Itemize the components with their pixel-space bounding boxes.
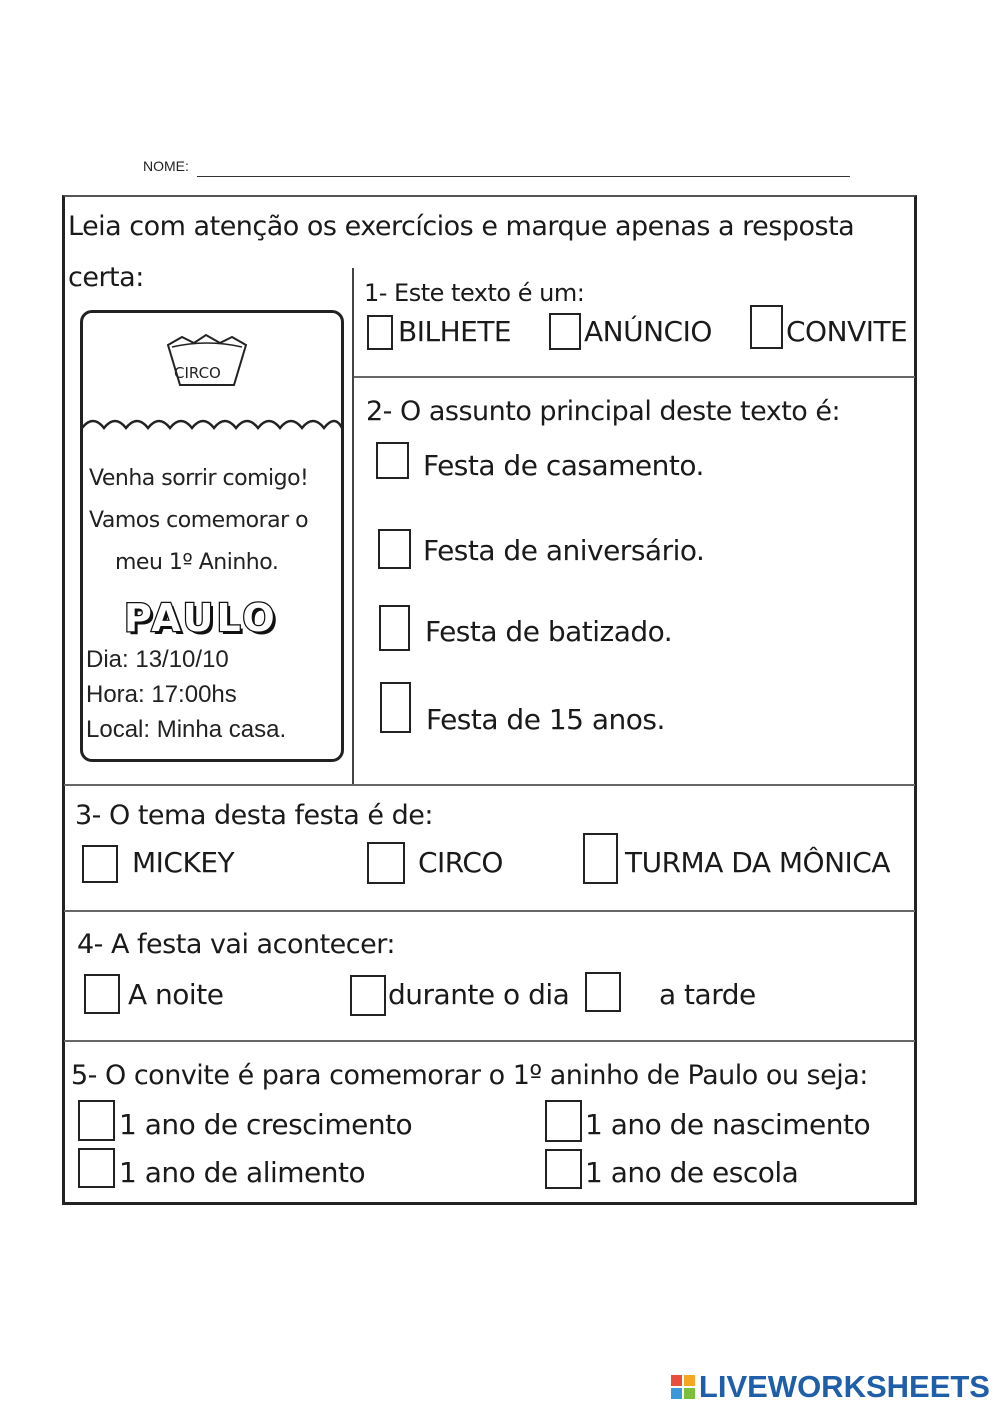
q5-option-alimento: 1 ano de alimento <box>119 1156 366 1189</box>
card-place: Local: Minha casa. <box>86 716 287 743</box>
q1-checkbox-anuncio[interactable] <box>549 313 581 350</box>
q1-question: 1- Este texto é um: <box>364 279 585 307</box>
q1-option-bilhete: BILHETE <box>398 315 512 348</box>
q5-option-nascimento: 1 ano de nascimento <box>585 1108 871 1141</box>
q4-option-dia: durante o dia <box>388 978 570 1011</box>
card-line3: meu 1º Aninho. <box>115 550 279 575</box>
q4-checkbox-dia[interactable] <box>350 975 386 1016</box>
liveworksheets-icon <box>671 1375 695 1399</box>
q2-checkbox-4[interactable] <box>380 682 411 733</box>
q3-checkbox-circo[interactable] <box>367 842 405 884</box>
liveworksheets-brand: LIVEWORKSHEETS <box>698 1369 990 1404</box>
q5-checkbox-crescimento[interactable] <box>78 1100 115 1141</box>
divider-q4-q5 <box>64 1040 915 1042</box>
q3-question: 3- O tema desta festa é de: <box>75 800 433 831</box>
card-day: Dia: 13/10/10 <box>86 646 229 673</box>
liveworksheets-logo <box>671 1369 990 1405</box>
q2-checkbox-3[interactable] <box>379 605 410 651</box>
name-input-line[interactable] <box>197 176 850 177</box>
q4-question: 4- A festa vai acontecer: <box>77 929 395 960</box>
q5-checkbox-alimento[interactable] <box>78 1148 115 1188</box>
q1-checkbox-convite[interactable] <box>750 305 783 349</box>
q1-option-anuncio: ANÚNCIO <box>584 315 712 348</box>
card-banner-label: CIRCO <box>174 364 221 382</box>
q5-option-escola: 1 ano de escola <box>585 1156 799 1189</box>
q5-checkbox-escola[interactable] <box>545 1149 582 1189</box>
q3-checkbox-mickey[interactable] <box>82 845 118 883</box>
divider-q1-q2 <box>352 376 915 378</box>
q5-option-crescimento: 1 ano de crescimento <box>119 1108 413 1141</box>
card-name: PAULO <box>124 596 278 640</box>
q5-checkbox-nascimento[interactable] <box>545 1100 582 1142</box>
q2-option-1: Festa de casamento. <box>423 449 704 482</box>
q4-checkbox-tarde[interactable] <box>585 972 621 1012</box>
q3-option-mickey: MICKEY <box>132 846 235 879</box>
q2-option-2: Festa de aniversário. <box>423 534 705 567</box>
q1-checkbox-bilhete[interactable] <box>367 315 393 350</box>
name-label: NOME: <box>143 158 189 174</box>
q2-checkbox-2[interactable] <box>378 529 411 569</box>
card-line1: Venha sorrir comigo! <box>89 466 309 491</box>
divider-vertical <box>352 268 354 784</box>
q3-checkbox-turma[interactable] <box>583 833 618 884</box>
q3-option-circo: CIRCO <box>418 846 503 879</box>
q4-option-tarde: a tarde <box>659 978 756 1011</box>
q3-option-turma: TURMA DA MÔNICA <box>625 846 890 879</box>
q2-option-4: Festa de 15 anos. <box>426 703 665 736</box>
divider-q2-q3 <box>64 784 915 786</box>
q1-option-convite: CONVITE <box>786 315 908 348</box>
circus-tent-illustration <box>82 325 342 455</box>
card-hour: Hora: 17:00hs <box>86 681 237 708</box>
q4-checkbox-noite[interactable] <box>84 974 120 1014</box>
q4-option-noite: A noite <box>128 978 224 1011</box>
q2-question: 2- O assunto principal deste texto é: <box>366 396 841 427</box>
q5-question: 5- O convite é para comemorar o 1º aninho de Paulo ou seja: <box>71 1060 868 1091</box>
card-line2: Vamos comemorar o <box>89 508 309 533</box>
q2-checkbox-1[interactable] <box>376 442 409 479</box>
instructions-line1: Leia com atenção os exercícios e marque apenas a resposta <box>68 211 855 242</box>
wave-border <box>82 421 342 428</box>
divider-q3-q4 <box>64 910 915 912</box>
instructions-line2: certa: <box>68 262 144 293</box>
q2-option-3: Festa de batizado. <box>425 615 673 648</box>
